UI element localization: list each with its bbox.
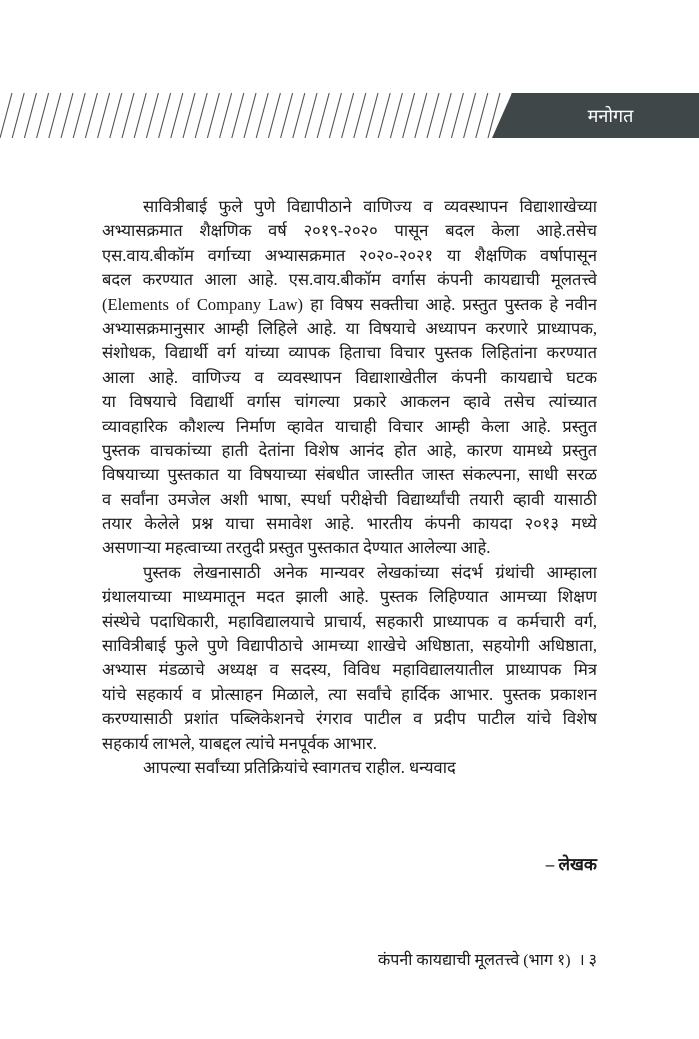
text-line: संशोधक, विद्यार्थी वर्ग यांच्या व्यापक हिताचा विचार पुस्तक लिहितांना करण्यात [102, 343, 597, 363]
text-line: या विषयाचे विद्यार्थी वर्गास चांगल्या प्रकारे आकलन व्हावे तसेच त्यांच्यात [102, 392, 597, 412]
stripe [415, 93, 427, 138]
stripe [366, 93, 378, 138]
stripe [110, 93, 122, 138]
page-footer [378, 948, 597, 970]
stripe [476, 93, 488, 138]
text-line: पुस्तक लेखनासाठी अनेक मान्यवर लेखकांच्या संदर्भ ग्रंथांची आम्हाला [143, 562, 597, 582]
page-heading: मनोगत [587, 105, 634, 127]
stripe [378, 93, 390, 138]
stripe [232, 93, 244, 138]
text-line: अभ्यासक्रमात शैक्षणिक वर्ष २०१९-२०२० पासून बदल केला आहे.तसेच [102, 221, 597, 241]
text-line: एस.वाय.बीकॉम वर्गाच्या अभ्यासक्रमात २०२०-२०२१ या शैक्षणिक वर्षापासून [102, 245, 597, 265]
text-line: पुस्तक वाचकांच्या हाती देतांना विशेष आनंद होत आहे, कारण यामध्ये प्रस्तुत [102, 440, 597, 460]
stripe [207, 93, 219, 138]
stripe [342, 93, 354, 138]
text-line: (Elements of Company Law) हा विषय सक्तीचा आहे. प्रस्तुत पुस्तक हे नवीन [102, 294, 597, 314]
text-line: यांचे सहकार्य व प्रोत्साहन मिळाले, त्या सर्वांचे हार्दिक आभार. पुस्तक प्रकाशन [102, 684, 597, 704]
stripe [427, 93, 439, 138]
separator: । [578, 952, 585, 969]
book-title: कंपनी कायद्याची मूलतत्त्वे (भाग १) [377, 952, 571, 969]
stripe [293, 93, 305, 138]
stripe [390, 93, 402, 138]
preface-body [102, 195, 597, 780]
text-line: व सर्वांना उमजेल अशी भाषा, स्पर्धा परीक्षेची विद्यार्थ्यांची तयारी व्हावी यासाठी [102, 489, 597, 509]
stripe [61, 93, 73, 138]
stripe [244, 93, 256, 138]
page-number: ३ [588, 952, 597, 969]
stripe [24, 93, 36, 138]
text-line: संस्थेचे पदाधिकारी, महाविद्यालयाचे प्राचार्य, सहकारी प्राध्यापक व कर्मचारी वर्ग, [102, 611, 597, 631]
stripe [256, 93, 268, 138]
text-line: अभ्यास मंडळाचे अध्यक्ष व सदस्य, विविध महाविद्यालयातील प्राध्यापक मित्र [102, 660, 597, 680]
stripe [439, 93, 451, 138]
text-line: सहकार्य लाभले, याबद्दल त्यांचे मनपूर्वक आभार. [102, 733, 377, 753]
text-line: बदल करण्यात आला आहे. एस.वाय.बीकॉम वर्गास कंपनी कायद्याची मूलतत्त्वे [102, 270, 597, 290]
text-line: तयार केलेले प्रश्न याचा समावेश आहे. भारतीय कंपनी कायदा २०१३ मध्ये [102, 514, 597, 534]
stripe [85, 93, 97, 138]
stripe [195, 93, 207, 138]
text-line: ग्रंथालयाच्या माध्यमातून मदत झाली आहे. पुस्तक लिहिण्यात आमच्या शिक्षण [102, 587, 597, 607]
text-line: अभ्यासक्रमानुसार आम्ही लिहिले आहे. या विषयाचे अध्यापन करणारे प्राध्यापक, [102, 318, 597, 338]
stripe [49, 93, 61, 138]
stripe [183, 93, 195, 138]
stripe [159, 93, 171, 138]
text-line: व्यावहारिक कौशल्य निर्माण व्हावेत याचाही विचार आम्ही केला आहे. प्रस्तुत [102, 416, 597, 436]
stripe [171, 93, 183, 138]
stripe [122, 93, 134, 138]
stripe [354, 93, 366, 138]
text-line: असणाऱ्या महत्वाच्या तरतुदी प्रस्तुत पुस्तकात देण्यात आलेल्या आहे. [102, 538, 491, 558]
stripe [220, 93, 232, 138]
stripe [134, 93, 146, 138]
stripe [317, 93, 329, 138]
stripe [403, 93, 415, 138]
text-line: आपल्या सर्वांच्या प्रतिक्रियांचे स्वागतच राहील. धन्यवाद [143, 757, 456, 777]
stripe [146, 93, 158, 138]
text-line: आला आहे. वाणिज्य व व्यवस्थापन विद्याशाखेतील कंपनी कायद्याचे घटक [102, 367, 597, 387]
stripe [98, 93, 110, 138]
text-line: सावित्रीबाई फुले पुणे विद्यापीठाने वाणिज्य व व्यवस्थापन विद्याशाखेच्या [143, 197, 597, 216]
text-line: विषयाच्या पुस्तकात या विषयाच्या संबधीत जास्तीत जास्त संकल्पना, साधी सरळ [102, 465, 597, 485]
stripe [0, 93, 12, 138]
stripe [281, 93, 293, 138]
text-line: करण्यासाठी प्रशांत पब्लिकेशनचे रंगराव पाटील व प्रदीप पाटील यांचे विशेष [102, 709, 597, 729]
stripe [451, 93, 463, 138]
stripe [73, 93, 85, 138]
author-signature: – लेखक [545, 855, 597, 874]
stripe [37, 93, 49, 138]
stripe [464, 93, 476, 138]
stripe [268, 93, 280, 138]
stripe [305, 93, 317, 138]
stripe [12, 93, 24, 138]
stripe [329, 93, 341, 138]
text-line: सावित्रीबाई फुले पुणे विद्यापीठाचे आमच्या शाखेचे अधिष्ठाता, सहयोगी अधिष्ठाता, [102, 636, 597, 656]
